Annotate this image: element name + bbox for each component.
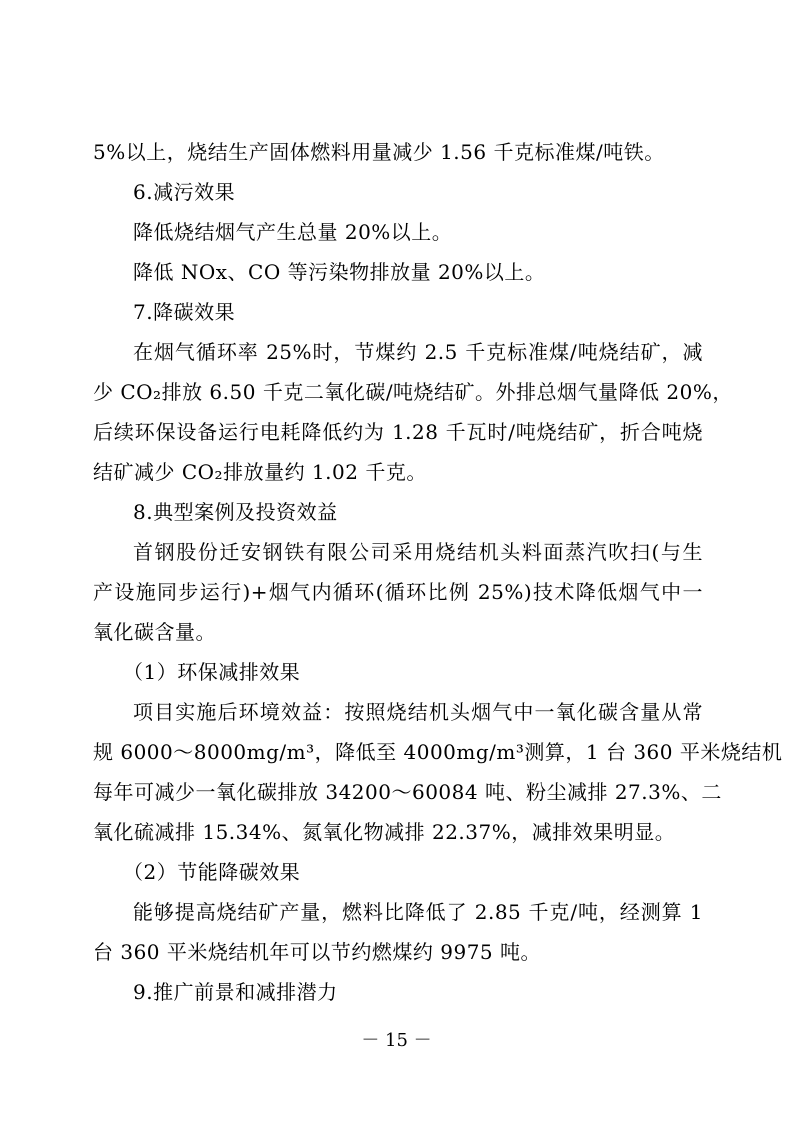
- paragraph-line: 每年可减少一氧化碳排放 34200～60084 吨、粉尘减排 27.3%、二: [93, 780, 722, 804]
- page-number: － 15 －: [361, 1030, 432, 1051]
- section-heading: 9.推广前景和减排潜力: [133, 980, 338, 1004]
- paragraph-line: 首钢股份迁安钢铁有限公司采用烧结机头料面蒸汽吹扫(与生: [133, 540, 703, 564]
- paragraph-line: 能够提高烧结矿产量，燃料比降低了 2.85 千克/吨，经测算 1: [133, 900, 703, 924]
- paragraph-line: 规 6000～8000mg/m³，降低至 4000mg/m³测算，1 台 360 平米烧结机: [93, 740, 783, 764]
- paragraph-line: 台 360 平米烧结机年可以节约燃煤约 9975 吨。: [93, 940, 542, 964]
- paragraph-line: 结矿减少 CO₂排放量约 1.02 千克。: [93, 460, 427, 484]
- subsection-heading: （1）环保减排效果: [123, 660, 301, 684]
- paragraph-line: 产设施同步运行)+烟气内循环(循环比例 25%)技术降低烟气中一: [93, 580, 703, 604]
- paragraph-line: 氧化硫减排 15.34%、氮氧化物减排 22.37%，减排效果明显。: [93, 820, 676, 844]
- paragraph-line: 5%以上，烧结生产固体燃料用量减少 1.56 千克标准煤/吨铁。: [93, 140, 665, 164]
- paragraph-line: 少 CO₂排放 6.50 千克二氧化碳/吨烧结矿。外排总烟气量降低 20%，: [93, 380, 733, 404]
- paragraph-line: 后续环保设备运行电耗降低约为 1.28 千瓦时/吨烧结矿，折合吨烧: [93, 420, 703, 444]
- section-heading: 8.典型案例及投资效益: [133, 500, 338, 524]
- paragraph-line: 氧化碳含量。: [93, 620, 216, 644]
- section-heading: 6.减污效果: [133, 180, 236, 204]
- paragraph-line: 降低 NOx、CO 等污染物排放量 20%以上。: [133, 260, 546, 284]
- paragraph-line: 降低烧结烟气产生总量 20%以上。: [133, 220, 453, 244]
- section-heading: 7.降碳效果: [133, 300, 236, 324]
- paragraph-line: 在烟气循环率 25%时，节煤约 2.5 千克标准煤/吨烧结矿，减: [133, 340, 703, 364]
- paragraph-line: 项目实施后环境效益：按照烧结机头烟气中一氧化碳含量从常: [133, 700, 703, 724]
- subsection-heading: （2）节能降碳效果: [123, 860, 301, 884]
